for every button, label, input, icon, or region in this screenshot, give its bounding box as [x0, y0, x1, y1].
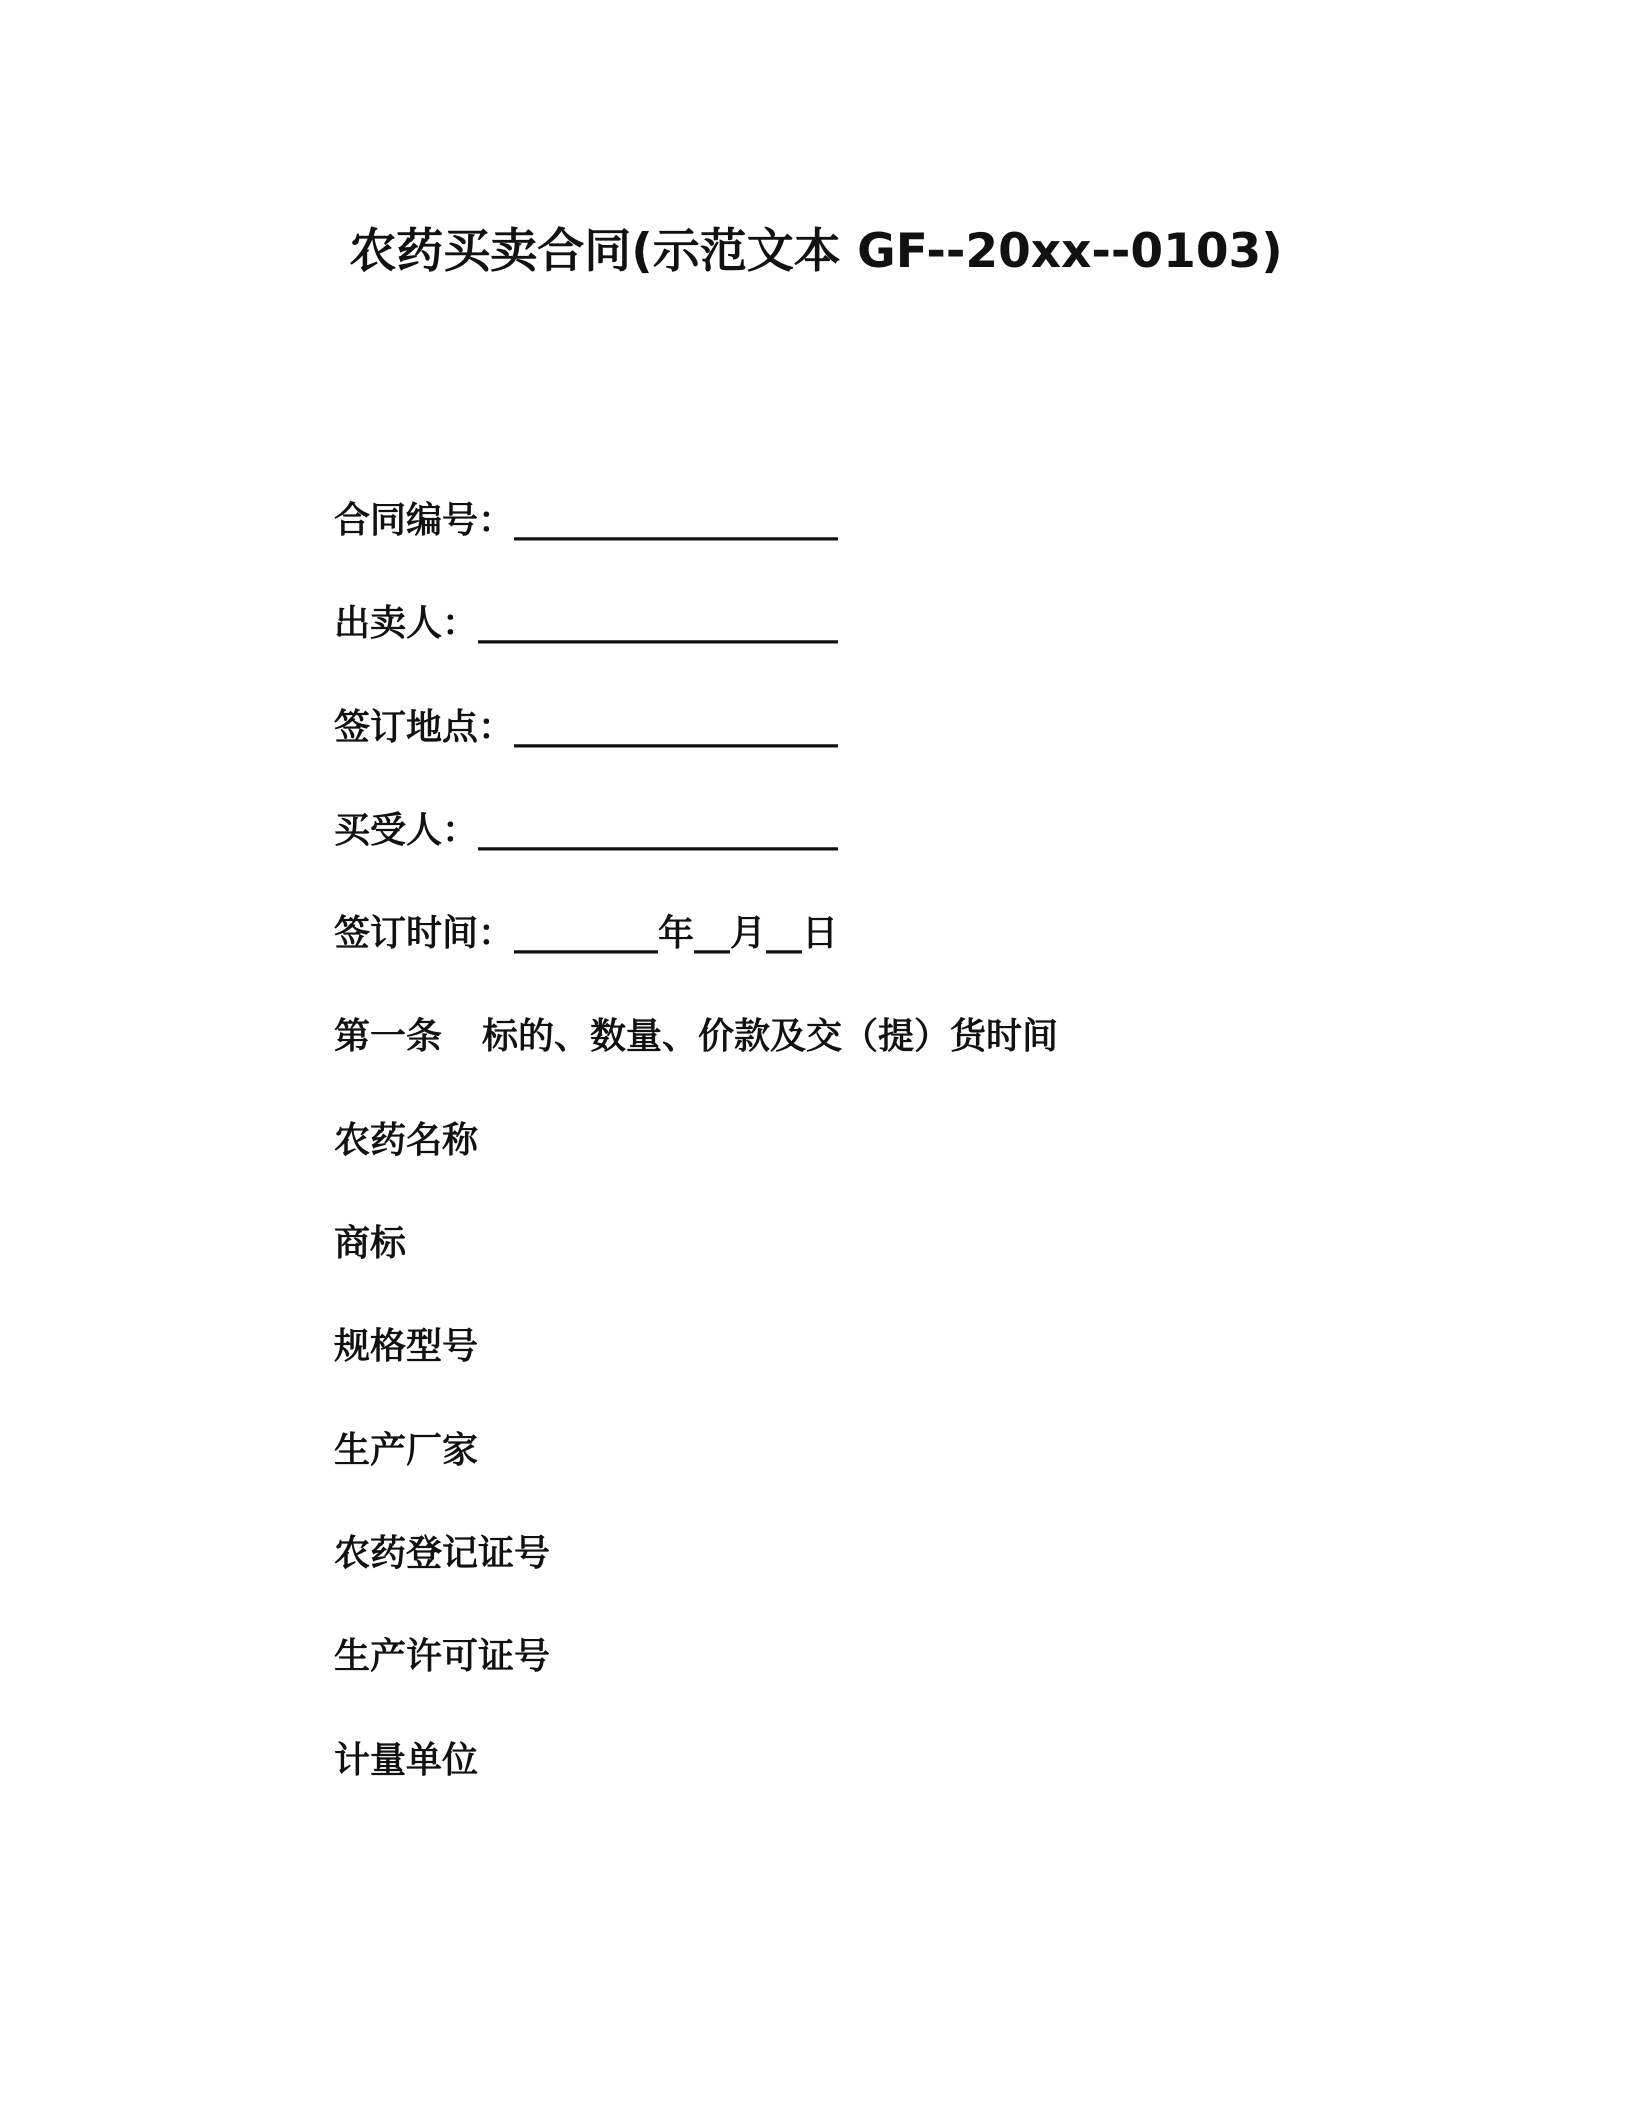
- article-1-text: 标的、数量、价款及交（提）货时间: [482, 1016, 1059, 1057]
- item-spec-model: 规格型号: [334, 1326, 479, 1367]
- item-trademark: 商标: [334, 1223, 407, 1264]
- item-production-license-no: 生产许可证号: [334, 1636, 551, 1677]
- item-unit-of-measure: 计量单位: [334, 1740, 479, 1781]
- contract-number-line: 合同编号：__________________: [334, 500, 839, 541]
- document-title: 农药买卖合同(示范文本 GF--20xx--0103): [349, 224, 1283, 279]
- seller-line: 出卖人：____________________: [334, 603, 839, 644]
- item-manufacturer: 生产厂家: [334, 1430, 479, 1471]
- item-pesticide-name: 农药名称: [334, 1120, 479, 1161]
- article-1-heading: [334, 1015, 1058, 1059]
- sign-time-line: 签订时间：________年__月__日: [334, 913, 839, 954]
- article-1-number: 第一条: [334, 1016, 443, 1057]
- item-registration-no: 农药登记证号: [334, 1533, 551, 1574]
- sign-place-line: 签订地点：__________________: [334, 707, 839, 748]
- buyer-line: 买受人：____________________: [334, 810, 839, 851]
